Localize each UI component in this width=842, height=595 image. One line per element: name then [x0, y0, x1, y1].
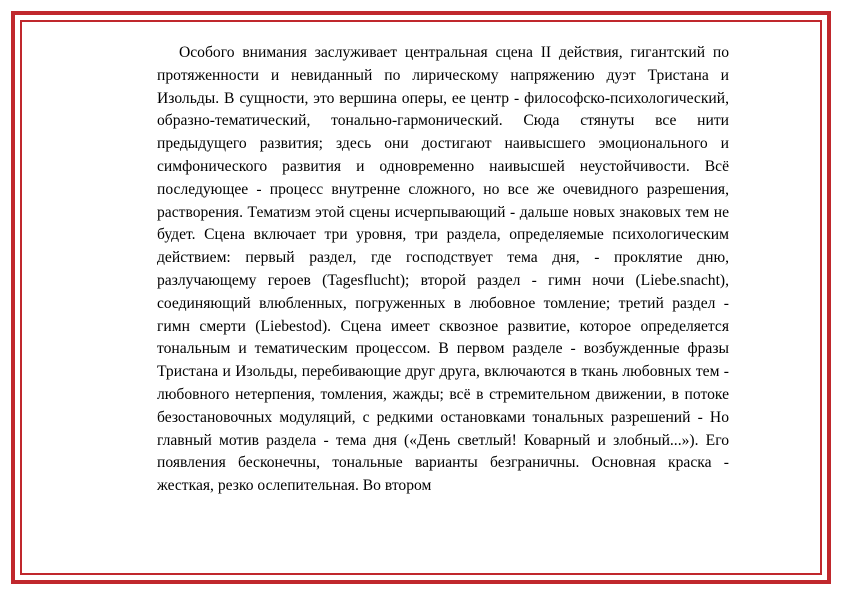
body-paragraph: Особого внимания заслуживает центральная сцена II действия, гигантский по протяженности и невиданный по лирическому напряжению дуэт Тристана и Изольды. В сущности, это вершина оперы, ее центр - философско-психологический, образно-тематический, тонально-гармонический. Сюда стянуты все нити предыдущего развития; здесь они достигают наивысшего эмоционального и симфонического развития и одновременно наивысшей неустойчивости. Всё последующее - процесс внутренне сложного, но все же очевидного разрешения, растворения. Тематизм этой сцены исчерпывающий - дальше новых знаковых тем не будет. Сцена включает три уровня, три раздела, определяемые психологическим действием: первый раздел, где господствует тема дня, - проклятие дню, разлучающему героев (Tagesflucht); второй раздел - гимн ночи (Liebe.snacht), соединяющий влюбленных, погруженных в любовное томление; третий раздел - гимн смерти (Liebestod). Сцена имеет сквозное развитие, которое определяется тональным и тематическим процессом. В первом разделе - возбужденные фразы Тристана и Изольды, перебивающие друг друга, включаются в ткань любовных тем - любовного нетерпения, томления, жажды; всё в стремительном движении, в потоке безостановочных модуляций, с редкими остановками тональных разрешений - Но главный мотив раздела - тема дня («День светлый! Коварный и злобный...»). Его появления бесконечны, тональные варианты безграничны. Основная краска - жесткая, резко ослепительная. Во втором — [157, 44, 729, 495]
